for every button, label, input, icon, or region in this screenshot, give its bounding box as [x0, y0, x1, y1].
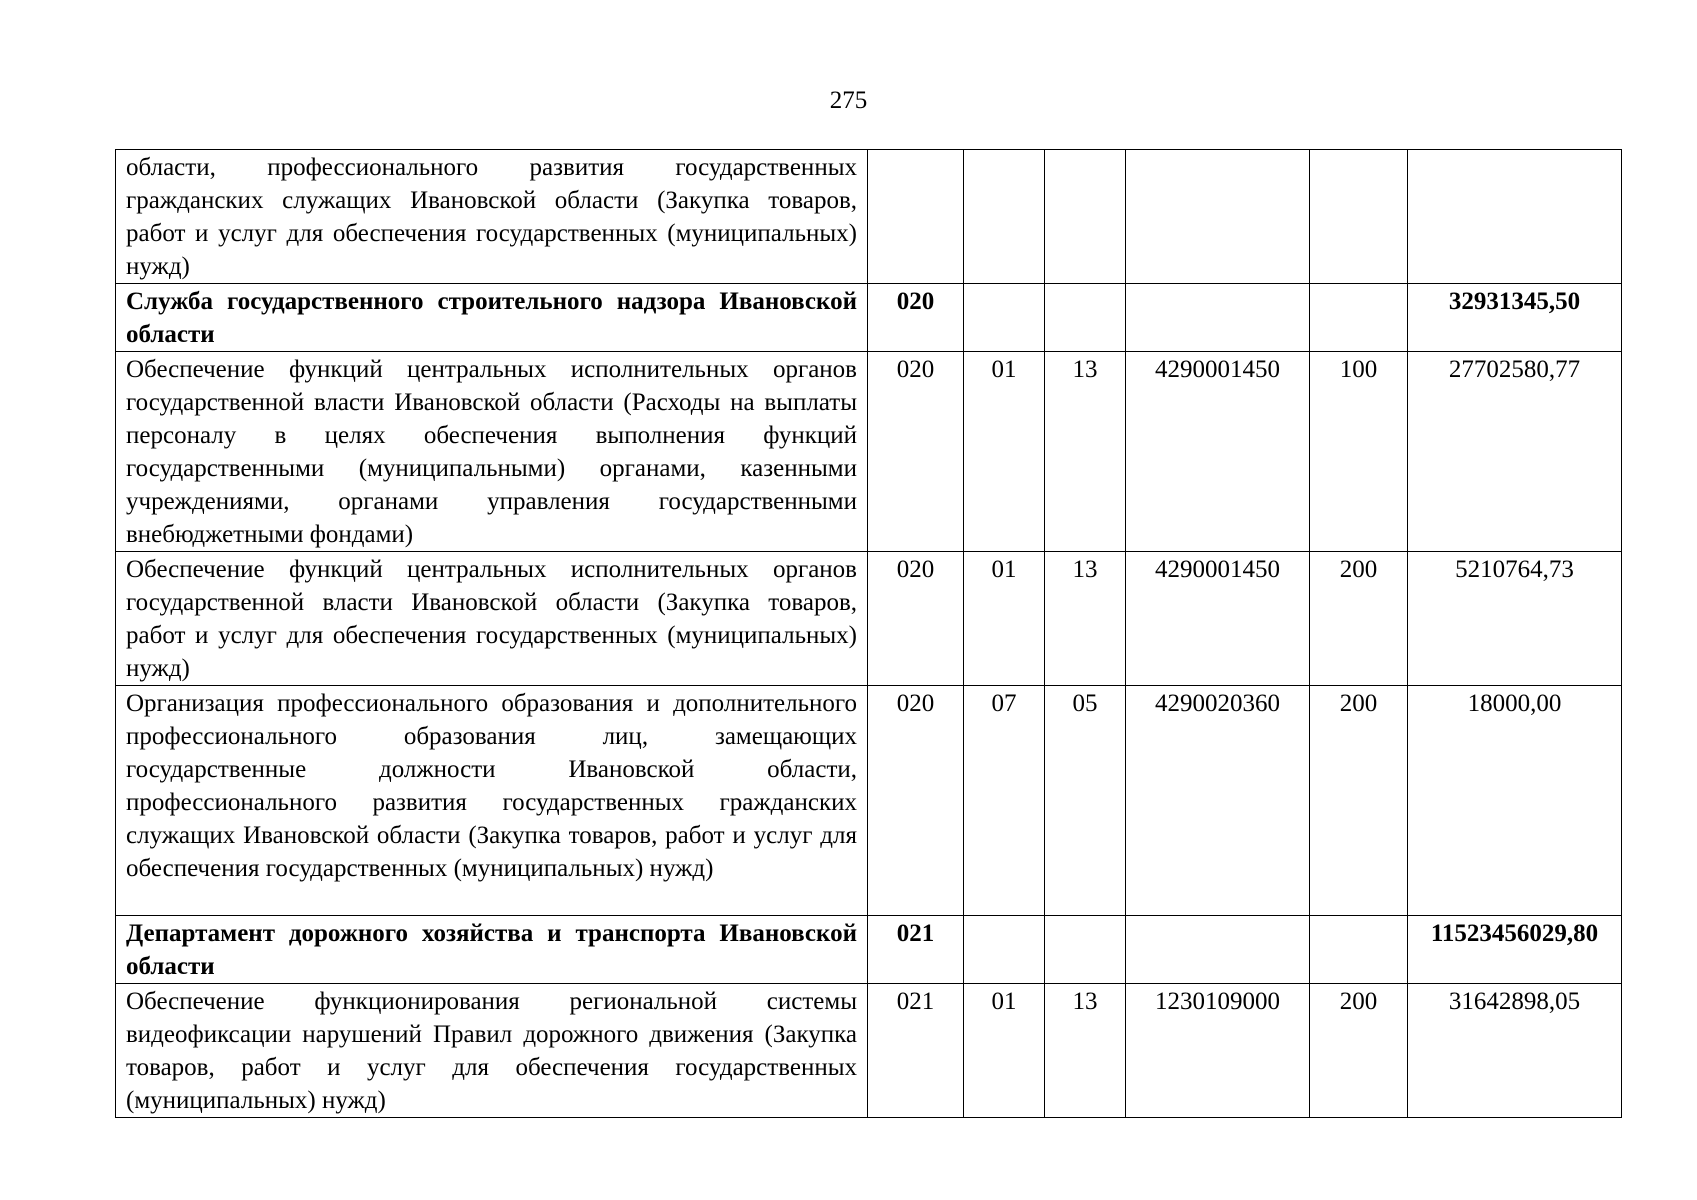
table-row [116, 984, 1622, 1118]
subsection-code: 05 [1045, 686, 1126, 916]
table-row [116, 150, 1622, 284]
target-code: 1230109000 [1126, 984, 1310, 1118]
ministry-code [868, 150, 964, 284]
ministry-code: 021 [868, 984, 964, 1118]
expense-type-code [1310, 916, 1408, 984]
expense-name: Обеспечение функционирования региональной системы видеофиксации нарушений Правил дорожного движения (Закупка товаров, работ и услуг для обеспечения государственных (муниципальных) нужд) [116, 984, 868, 1118]
section-code: 01 [964, 984, 1045, 1118]
amount: 18000,00 [1408, 686, 1622, 916]
target-code: 4290020360 [1126, 686, 1310, 916]
expense-name: Департамент дорожного хозяйства и транспорта Ивановской области [116, 916, 868, 984]
expense-name: Организация профессионального образования и дополнительного профессионального образования лиц, замещающих государственные должности Ивановской области, профессионального развития государственных гражданских служащих Ивановской области (Закупка товаров, работ и услуг для обеспечения государственных (муниципальных) нужд) [116, 686, 868, 916]
amount: 5210764,73 [1408, 552, 1622, 686]
ministry-code: 020 [868, 686, 964, 916]
expense-type-code: 200 [1310, 552, 1408, 686]
section-code [964, 916, 1045, 984]
expense-type-code: 200 [1310, 984, 1408, 1118]
expense-type-code [1310, 284, 1408, 352]
subsection-code [1045, 916, 1126, 984]
amount: 27702580,77 [1408, 352, 1622, 552]
subsection-code [1045, 150, 1126, 284]
amount: 32931345,50 [1408, 284, 1622, 352]
table-body [116, 150, 1622, 1118]
section-code [964, 284, 1045, 352]
ministry-code: 020 [868, 552, 964, 686]
target-code: 4290001450 [1126, 352, 1310, 552]
section-code: 01 [964, 552, 1045, 686]
table-row [116, 552, 1622, 686]
amount: 31642898,05 [1408, 984, 1622, 1118]
table-row [116, 686, 1622, 916]
expense-type-code [1310, 150, 1408, 284]
table-row [116, 284, 1622, 352]
subsection-code: 13 [1045, 984, 1126, 1118]
subsection-code: 13 [1045, 352, 1126, 552]
target-code [1126, 916, 1310, 984]
section-code: 01 [964, 352, 1045, 552]
target-code [1126, 150, 1310, 284]
page-number: 275 [829, 87, 868, 114]
section-code: 07 [964, 686, 1045, 916]
target-code [1126, 284, 1310, 352]
expense-name: Служба государственного строительного надзора Ивановской области [116, 284, 868, 352]
target-code: 4290001450 [1126, 552, 1310, 686]
ministry-code: 020 [868, 284, 964, 352]
expense-name: Обеспечение функций центральных исполнительных органов государственной власти Ивановской области (Закупка товаров, работ и услуг для обеспечения государственных (муниципальных) нужд) [116, 552, 868, 686]
ministry-code: 020 [868, 352, 964, 552]
expense-type-code: 200 [1310, 686, 1408, 916]
budget-table [115, 149, 1622, 1118]
subsection-code: 13 [1045, 552, 1126, 686]
section-code [964, 150, 1045, 284]
expense-name: Обеспечение функций центральных исполнительных органов государственной власти Ивановской области (Расходы на выплаты персоналу в целях обеспечения выполнения функций государственными (муниципальными) органами, казенными учреждениями, органами управления государственными внебюджетными фондами) [116, 352, 868, 552]
table-row [116, 352, 1622, 552]
amount [1408, 150, 1622, 284]
subsection-code [1045, 284, 1126, 352]
table-row [116, 916, 1622, 984]
amount: 11523456029,80 [1408, 916, 1622, 984]
ministry-code: 021 [868, 916, 964, 984]
expense-name: области, профессионального развития государственных гражданских служащих Ивановской области (Закупка товаров, работ и услуг для обеспечения государственных (муниципальных) нужд) [116, 150, 868, 284]
expense-type-code: 100 [1310, 352, 1408, 552]
